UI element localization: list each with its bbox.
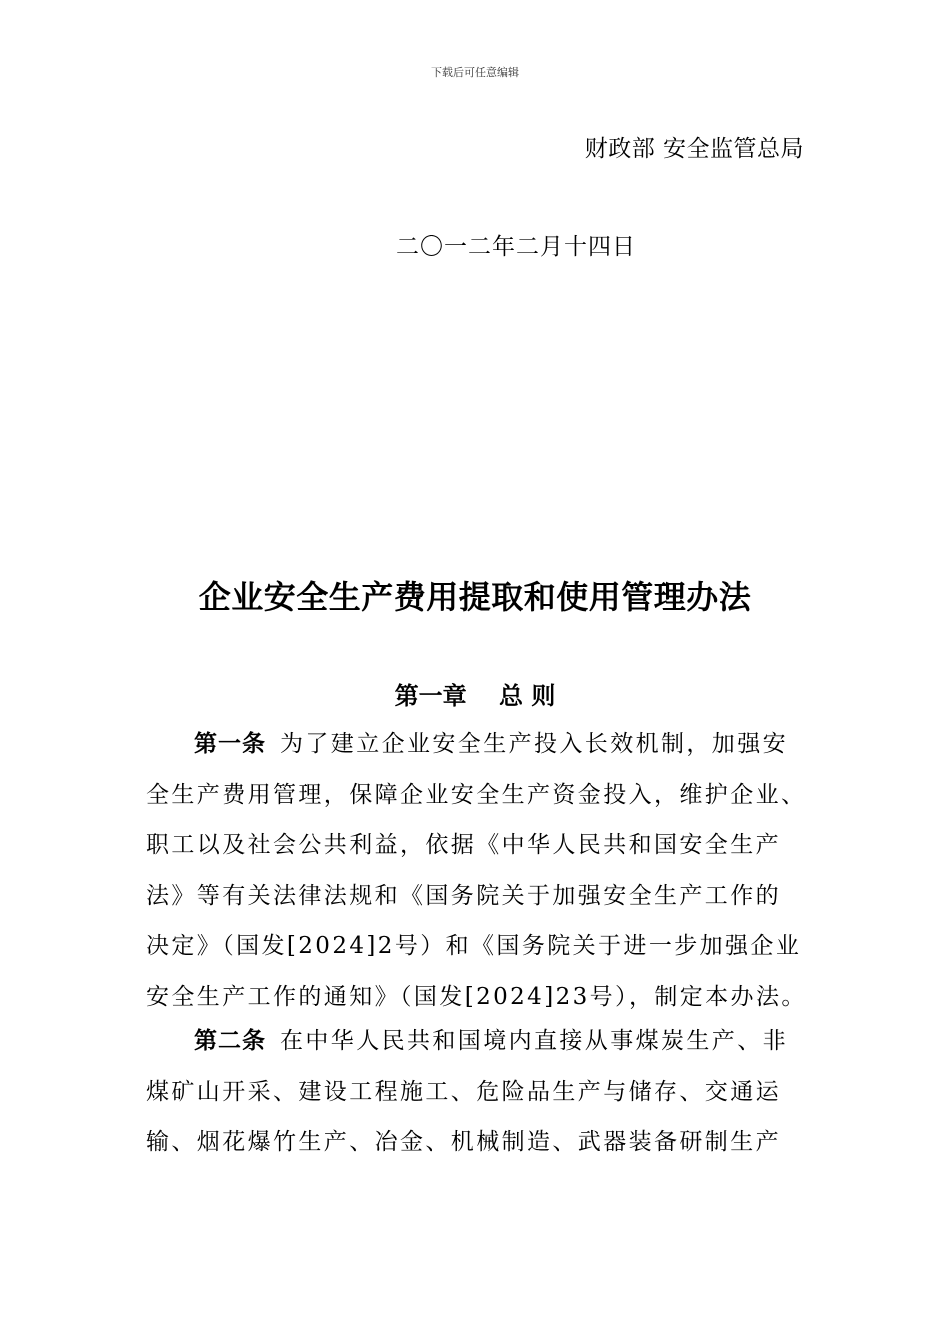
article-1-line-1: [146, 719, 806, 770]
document-title: 企业安全生产费用提取和使用管理办法: [198, 578, 752, 616]
article-1: [146, 719, 806, 1022]
article-2: [146, 1016, 806, 1168]
issuer-signature: 财政部 安全监管总局: [584, 136, 804, 162]
article-2-line-3: 输、烟花爆竹生产、冶金、机械制造、武器装备研制生产: [146, 1129, 781, 1155]
article-1-line-3: 职工以及社会公共利益，依据《中华人民共和国安全生产: [146, 832, 781, 858]
article-2-text-1: 在中华人民共和国境内直接从事煤炭生产、非: [280, 1028, 788, 1054]
article-1-line-6: 安全生产工作的通知》（国发[2024]23号），制定本办法。: [146, 983, 807, 1010]
chapter-heading: 第一章 总 则: [394, 682, 556, 710]
article-1-line-5: 决定》（国发[2024]2号）和《国务院关于进一步加强企业: [146, 933, 802, 959]
article-2-line-2: 煤矿山开采、建设工程施工、危险品生产与储存、交通运: [146, 1078, 781, 1105]
issue-date: 二〇一二年二月十四日: [396, 234, 636, 260]
article-1-line-4: 法》等有关法律法规和《国务院关于加强安全生产工作的: [146, 882, 781, 909]
article-1-label: 第一条: [194, 731, 266, 757]
header-watermark: 下载后可任意编辑: [431, 66, 519, 79]
article-1-line-2: 全生产费用管理，保障企业安全生产资金投入，维护企业、: [146, 781, 807, 808]
article-1-text-1: 为了建立企业安全生产投入长效机制，加强安: [280, 731, 788, 757]
article-2-label: 第二条: [194, 1028, 266, 1054]
article-2-line-1: [146, 1016, 806, 1067]
